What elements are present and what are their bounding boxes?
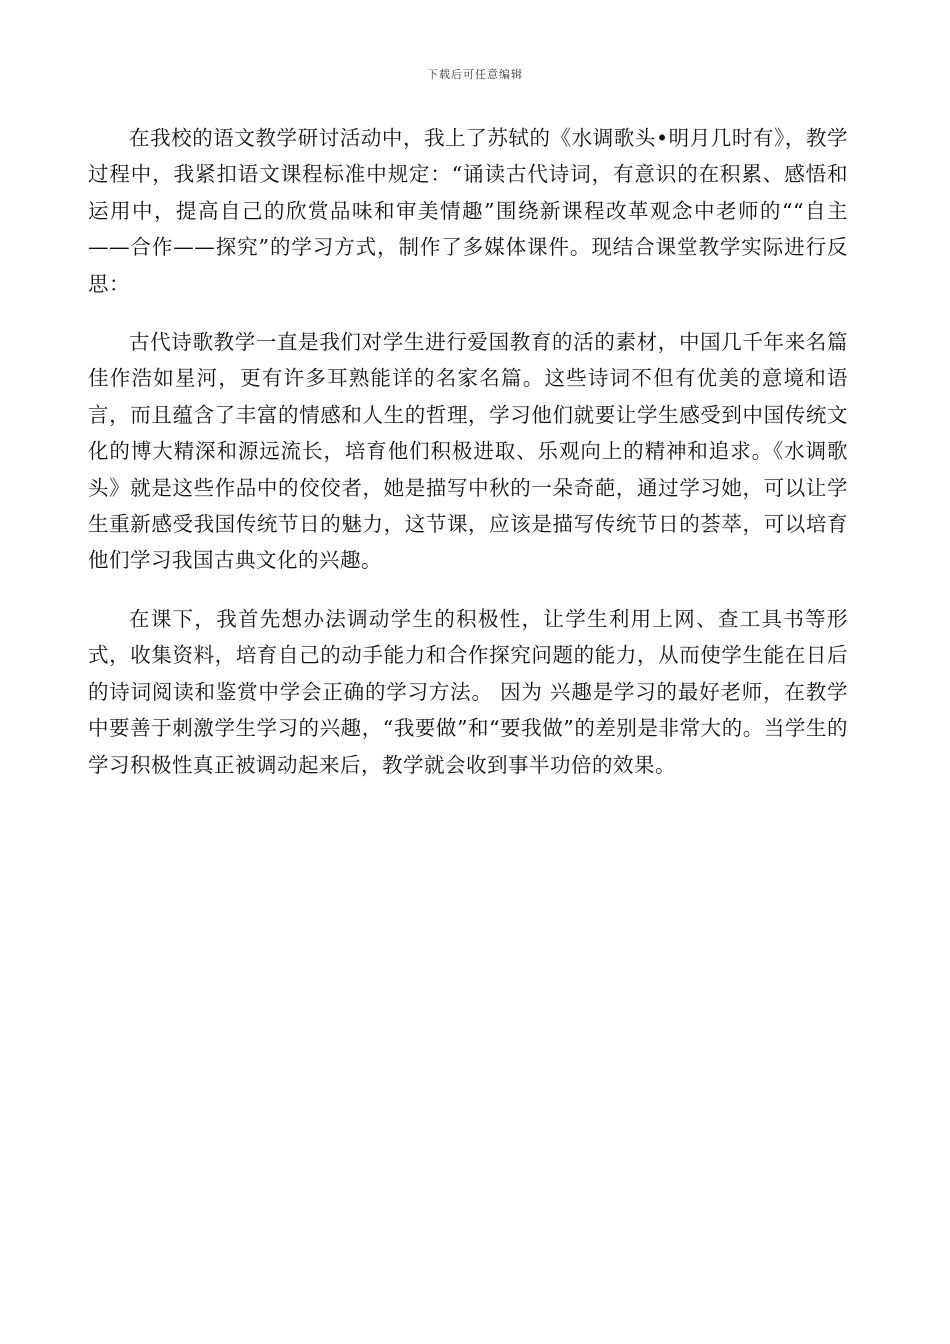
paragraph-poetry-education: 古代诗歌教学一直是我们对学生进行爱国教育的活的素材，中国几千年来名篇佳作浩如星河，更有许多耳熟能详的名家名篇。这些诗词不但有优美的意境和语言，而且蕴含了丰富的情感和人生的哲理，学习他们就要让学生感受到中国传统文化的博大精深和源远流长，培育他们积极进取、乐观向上的精神和追求。《水调歌头》就是这些作品中的佼佼者，她是描写中秋的一朵奇葩，通过学习她，可以让学生重新感受我国传统节日的魅力，这节课，应该是描写传统节日的荟萃，可以培育他们学习我国古典文化的兴趣。	[88, 330, 848, 573]
paragraph-reflection-intro: 在我校的语文教学研讨活动中，我上了苏轼的《水调歌头•明月几时有》，教学过程中，我紧扣语文课程标准中规定：“诵读古代诗词，有意识的在积累、感悟和运用中，提高自己的欣赏品味和审美情趣”围绕新课程改革观念中老师的““自主——合作——探究”的学习方式，制作了多媒体课件。现结合课堂教学实际进行反思：	[88, 126, 848, 296]
paragraph-student-motivation: 在课下，我首先想办法调动学生的积极性，让学生利用上网、查工具书等形式，收集资料，培育自己的动手能力和合作探究问题的能力，从而使学生能在日后的诗词阅读和鉴赏中学会正确的学习方法。 因为 兴趣是学习的最好老师，在教学中要善于刺激学生学习的兴趣，“我要做”和“要我做”的差别是非常大的。当学生的学习积极性真正被调动起来后，教学就会收到事半功倍的效果。	[88, 606, 848, 777]
document-body	[88, 120, 848, 805]
page-header-note: 下载后可任意编辑	[427, 68, 523, 81]
